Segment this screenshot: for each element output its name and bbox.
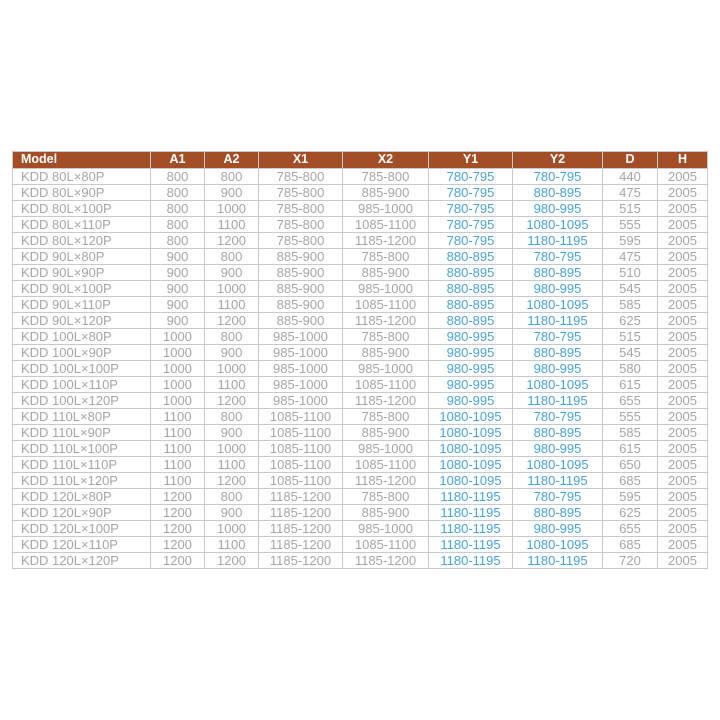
table-cell: 2005 <box>658 377 708 393</box>
table-cell: 785-800 <box>259 169 343 185</box>
table-cell: 1085-1100 <box>259 425 343 441</box>
table-cell: 1080-1095 <box>429 441 513 457</box>
table-cell: 885-900 <box>343 265 429 281</box>
table-cell: 720 <box>603 553 658 569</box>
model-cell: KDD 90L×90P <box>13 265 151 281</box>
table-row <box>13 489 708 505</box>
header-row <box>13 152 708 169</box>
table-cell: 980-995 <box>513 521 603 537</box>
table-cell: 985-1000 <box>343 361 429 377</box>
table-row <box>13 233 708 249</box>
table-cell: 800 <box>151 201 205 217</box>
table-row <box>13 297 708 313</box>
table-cell: 1180-1195 <box>429 505 513 521</box>
table-cell: 555 <box>603 409 658 425</box>
table-cell: 980-995 <box>513 361 603 377</box>
table-row <box>13 217 708 233</box>
column-header-d: D <box>603 152 658 169</box>
table-cell: 595 <box>603 233 658 249</box>
table-cell: 1100 <box>151 409 205 425</box>
model-cell: KDD 110L×110P <box>13 457 151 473</box>
table-cell: 785-800 <box>343 329 429 345</box>
table-cell: 980-995 <box>429 329 513 345</box>
model-cell: KDD 90L×120P <box>13 313 151 329</box>
table-cell: 800 <box>151 185 205 201</box>
model-cell: KDD 120L×90P <box>13 505 151 521</box>
table-cell: 980-995 <box>429 361 513 377</box>
table-cell: 1185-1200 <box>343 473 429 489</box>
table-cell: 900 <box>151 313 205 329</box>
table-cell: 1185-1200 <box>343 393 429 409</box>
table-cell: 1085-1100 <box>259 441 343 457</box>
table-cell: 885-900 <box>343 505 429 521</box>
table-cell: 2005 <box>658 265 708 281</box>
table-cell: 1000 <box>205 521 259 537</box>
table-cell: 2005 <box>658 425 708 441</box>
table-cell: 980-995 <box>429 393 513 409</box>
table-row <box>13 249 708 265</box>
table-cell: 780-795 <box>513 409 603 425</box>
table-cell: 900 <box>151 281 205 297</box>
table-cell: 1180-1195 <box>513 473 603 489</box>
table-row <box>13 521 708 537</box>
table-cell: 800 <box>151 169 205 185</box>
table-cell: 1000 <box>205 201 259 217</box>
model-cell: KDD 90L×110P <box>13 297 151 313</box>
column-header-x2: X2 <box>343 152 429 169</box>
table-row <box>13 185 708 201</box>
table-cell: 1185-1200 <box>259 489 343 505</box>
model-cell: KDD 80L×110P <box>13 217 151 233</box>
table-row <box>13 281 708 297</box>
table-cell: 980-995 <box>513 441 603 457</box>
table-cell: 1080-1095 <box>513 217 603 233</box>
table-row <box>13 441 708 457</box>
table-cell: 2005 <box>658 521 708 537</box>
table-cell: 1185-1200 <box>259 521 343 537</box>
table-cell: 1185-1200 <box>343 313 429 329</box>
table-cell: 780-795 <box>429 185 513 201</box>
table-cell: 1080-1095 <box>429 409 513 425</box>
table-cell: 2005 <box>658 169 708 185</box>
model-cell: KDD 120L×80P <box>13 489 151 505</box>
table-row <box>13 169 708 185</box>
table-cell: 515 <box>603 201 658 217</box>
table-row <box>13 457 708 473</box>
table-cell: 880-895 <box>429 297 513 313</box>
table-cell: 785-800 <box>343 249 429 265</box>
table-head <box>13 152 708 169</box>
table-cell: 1000 <box>151 393 205 409</box>
table-body <box>13 169 708 569</box>
table-cell: 580 <box>603 361 658 377</box>
table-cell: 475 <box>603 185 658 201</box>
table-cell: 885-900 <box>343 425 429 441</box>
table-row <box>13 537 708 553</box>
table-cell: 1180-1195 <box>429 537 513 553</box>
table-cell: 2005 <box>658 553 708 569</box>
table-cell: 1180-1195 <box>513 233 603 249</box>
model-cell: KDD 100L×110P <box>13 377 151 393</box>
table-row <box>13 201 708 217</box>
table-cell: 980-995 <box>429 345 513 361</box>
table-row <box>13 361 708 377</box>
table-cell: 880-895 <box>513 425 603 441</box>
table-cell: 1200 <box>151 553 205 569</box>
table-cell: 800 <box>151 233 205 249</box>
table-row <box>13 473 708 489</box>
table-cell: 1085-1100 <box>259 473 343 489</box>
table-cell: 595 <box>603 489 658 505</box>
table-cell: 780-795 <box>513 489 603 505</box>
table-cell: 900 <box>151 265 205 281</box>
table-cell: 2005 <box>658 313 708 329</box>
table-cell: 1100 <box>151 457 205 473</box>
table-cell: 1180-1195 <box>513 313 603 329</box>
model-cell: KDD 120L×100P <box>13 521 151 537</box>
table-cell: 1100 <box>151 425 205 441</box>
model-cell: KDD 100L×100P <box>13 361 151 377</box>
table-cell: 2005 <box>658 281 708 297</box>
table-cell: 555 <box>603 217 658 233</box>
table-cell: 985-1000 <box>343 201 429 217</box>
table-cell: 900 <box>205 505 259 521</box>
column-header-y1: Y1 <box>429 152 513 169</box>
table-cell: 1085-1100 <box>343 297 429 313</box>
table-cell: 650 <box>603 457 658 473</box>
table-cell: 900 <box>151 297 205 313</box>
table-row <box>13 505 708 521</box>
model-cell: KDD 90L×100P <box>13 281 151 297</box>
table-cell: 1185-1200 <box>259 553 343 569</box>
column-header-a1: A1 <box>151 152 205 169</box>
table-cell: 780-795 <box>513 169 603 185</box>
table-cell: 655 <box>603 393 658 409</box>
table-cell: 985-1000 <box>343 521 429 537</box>
model-cell: KDD 120L×110P <box>13 537 151 553</box>
table-cell: 2005 <box>658 441 708 457</box>
spec-table <box>12 151 708 569</box>
table-cell: 880-895 <box>513 505 603 521</box>
table-cell: 900 <box>205 425 259 441</box>
table-cell: 655 <box>603 521 658 537</box>
table-cell: 2005 <box>658 537 708 553</box>
model-cell: KDD 80L×120P <box>13 233 151 249</box>
table-cell: 2005 <box>658 249 708 265</box>
table-cell: 1085-1100 <box>343 377 429 393</box>
table-cell: 900 <box>205 265 259 281</box>
table-cell: 985-1000 <box>259 393 343 409</box>
table-cell: 880-895 <box>513 345 603 361</box>
table-cell: 780-795 <box>513 249 603 265</box>
table-cell: 885-900 <box>259 297 343 313</box>
table-cell: 585 <box>603 297 658 313</box>
table-cell: 1080-1095 <box>429 457 513 473</box>
model-cell: KDD 110L×80P <box>13 409 151 425</box>
table-cell: 880-895 <box>429 265 513 281</box>
table-cell: 1080-1095 <box>513 377 603 393</box>
table-cell: 1085-1100 <box>343 457 429 473</box>
table-cell: 1200 <box>205 473 259 489</box>
table-cell: 1100 <box>151 473 205 489</box>
model-cell: KDD 100L×80P <box>13 329 151 345</box>
table-cell: 900 <box>151 249 205 265</box>
table-cell: 1100 <box>205 297 259 313</box>
table-row <box>13 393 708 409</box>
table-cell: 880-895 <box>429 249 513 265</box>
table-cell: 2005 <box>658 201 708 217</box>
table-cell: 800 <box>205 169 259 185</box>
table-cell: 2005 <box>658 233 708 249</box>
table-cell: 545 <box>603 281 658 297</box>
table-row <box>13 313 708 329</box>
table-cell: 1200 <box>205 393 259 409</box>
table-cell: 1200 <box>205 553 259 569</box>
table-cell: 880-895 <box>513 265 603 281</box>
table-cell: 1080-1095 <box>513 297 603 313</box>
column-header-a2: A2 <box>205 152 259 169</box>
table-cell: 980-995 <box>429 377 513 393</box>
table-cell: 1185-1200 <box>343 553 429 569</box>
model-cell: KDD 80L×80P <box>13 169 151 185</box>
table-cell: 1200 <box>151 521 205 537</box>
column-header-h: H <box>658 152 708 169</box>
table-cell: 615 <box>603 377 658 393</box>
table-cell: 800 <box>205 409 259 425</box>
table-cell: 985-1000 <box>343 281 429 297</box>
table-cell: 985-1000 <box>259 361 343 377</box>
table-cell: 1180-1195 <box>513 553 603 569</box>
table-cell: 785-800 <box>343 409 429 425</box>
table-row <box>13 409 708 425</box>
table-cell: 800 <box>151 217 205 233</box>
table-cell: 545 <box>603 345 658 361</box>
model-cell: KDD 80L×100P <box>13 201 151 217</box>
table-cell: 1080-1095 <box>513 537 603 553</box>
table-cell: 1100 <box>205 457 259 473</box>
table-cell: 615 <box>603 441 658 457</box>
table-cell: 1200 <box>205 233 259 249</box>
table-cell: 900 <box>205 345 259 361</box>
table-cell: 585 <box>603 425 658 441</box>
table-cell: 625 <box>603 505 658 521</box>
table-row <box>13 329 708 345</box>
table-cell: 800 <box>205 329 259 345</box>
table-cell: 515 <box>603 329 658 345</box>
model-cell: KDD 100L×90P <box>13 345 151 361</box>
table-cell: 2005 <box>658 297 708 313</box>
table-cell: 985-1000 <box>259 329 343 345</box>
table-cell: 800 <box>205 489 259 505</box>
table-cell: 1080-1095 <box>429 425 513 441</box>
table-cell: 1180-1195 <box>429 489 513 505</box>
table-cell: 885-900 <box>343 345 429 361</box>
table-cell: 880-895 <box>429 281 513 297</box>
table-cell: 1185-1200 <box>259 537 343 553</box>
table-cell: 2005 <box>658 185 708 201</box>
table-cell: 625 <box>603 313 658 329</box>
model-cell: KDD 110L×100P <box>13 441 151 457</box>
table-cell: 880-895 <box>429 313 513 329</box>
table-cell: 1085-1100 <box>343 537 429 553</box>
table-cell: 1080-1095 <box>513 457 603 473</box>
table-cell: 2005 <box>658 457 708 473</box>
table-cell: 785-800 <box>259 233 343 249</box>
table-cell: 2005 <box>658 361 708 377</box>
table-cell: 1185-1200 <box>259 505 343 521</box>
model-cell: KDD 110L×120P <box>13 473 151 489</box>
table-cell: 1000 <box>151 361 205 377</box>
model-cell: KDD 100L×120P <box>13 393 151 409</box>
table-cell: 1185-1200 <box>343 233 429 249</box>
model-cell: KDD 120L×120P <box>13 553 151 569</box>
table-cell: 1000 <box>205 361 259 377</box>
column-header-x1: X1 <box>259 152 343 169</box>
table-cell: 785-800 <box>259 185 343 201</box>
table-cell: 1100 <box>205 217 259 233</box>
table-row <box>13 265 708 281</box>
table-cell: 900 <box>205 185 259 201</box>
table-cell: 2005 <box>658 409 708 425</box>
table-cell: 885-900 <box>343 185 429 201</box>
table-cell: 785-800 <box>343 169 429 185</box>
table-cell: 1200 <box>205 313 259 329</box>
table-row <box>13 345 708 361</box>
table-cell: 1085-1100 <box>259 457 343 473</box>
table-cell: 1180-1195 <box>429 521 513 537</box>
table-cell: 780-795 <box>513 329 603 345</box>
table-cell: 1180-1195 <box>513 393 603 409</box>
table-cell: 2005 <box>658 505 708 521</box>
table-row <box>13 553 708 569</box>
table-cell: 1180-1195 <box>429 553 513 569</box>
table-cell: 1085-1100 <box>259 409 343 425</box>
table-cell: 780-795 <box>429 169 513 185</box>
table-cell: 985-1000 <box>343 441 429 457</box>
table-cell: 2005 <box>658 329 708 345</box>
model-cell: KDD 110L×90P <box>13 425 151 441</box>
table-cell: 2005 <box>658 489 708 505</box>
column-header-model: Model <box>13 152 151 169</box>
table-cell: 880-895 <box>513 185 603 201</box>
table-cell: 785-800 <box>259 217 343 233</box>
table-cell: 885-900 <box>259 249 343 265</box>
table-cell: 985-1000 <box>259 377 343 393</box>
table-cell: 2005 <box>658 473 708 489</box>
table-cell: 1080-1095 <box>429 473 513 489</box>
table-cell: 1085-1100 <box>343 217 429 233</box>
table-cell: 2005 <box>658 393 708 409</box>
table-cell: 780-795 <box>429 201 513 217</box>
table-cell: 780-795 <box>429 217 513 233</box>
table-cell: 785-800 <box>343 489 429 505</box>
table-row <box>13 377 708 393</box>
table-cell: 475 <box>603 249 658 265</box>
column-header-y2: Y2 <box>513 152 603 169</box>
table-cell: 1100 <box>205 377 259 393</box>
table-cell: 440 <box>603 169 658 185</box>
table-cell: 1000 <box>205 281 259 297</box>
table-cell: 2005 <box>658 217 708 233</box>
table-cell: 1000 <box>151 329 205 345</box>
table-cell: 885-900 <box>259 265 343 281</box>
table-cell: 980-995 <box>513 281 603 297</box>
table-cell: 885-900 <box>259 281 343 297</box>
table-cell: 780-795 <box>429 233 513 249</box>
table-cell: 1100 <box>205 537 259 553</box>
table-cell: 800 <box>205 249 259 265</box>
table-cell: 1000 <box>151 345 205 361</box>
table-cell: 2005 <box>658 345 708 361</box>
table-cell: 1000 <box>205 441 259 457</box>
table-cell: 1000 <box>151 377 205 393</box>
model-cell: KDD 80L×90P <box>13 185 151 201</box>
table-cell: 1200 <box>151 537 205 553</box>
table-cell: 685 <box>603 473 658 489</box>
table-cell: 1100 <box>151 441 205 457</box>
table-cell: 685 <box>603 537 658 553</box>
table-cell: 885-900 <box>259 313 343 329</box>
model-cell: KDD 90L×80P <box>13 249 151 265</box>
table-cell: 510 <box>603 265 658 281</box>
spec-table-container <box>12 151 708 569</box>
table-cell: 785-800 <box>259 201 343 217</box>
table-cell: 1200 <box>151 489 205 505</box>
table-cell: 980-995 <box>513 201 603 217</box>
table-row <box>13 425 708 441</box>
table-cell: 985-1000 <box>259 345 343 361</box>
table-cell: 1200 <box>151 505 205 521</box>
